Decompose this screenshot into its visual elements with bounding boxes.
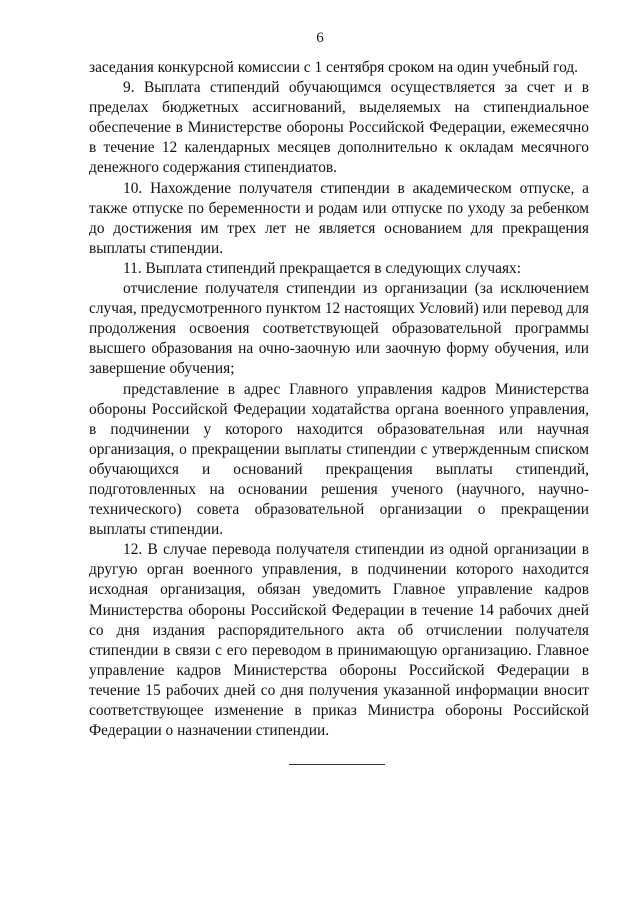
paragraph-12: 12. В случае перевода получателя стипендии из одной организации в другую орган военного управления, в подчинении которого находится исходная организация, обязан уведомить Главное управление кадров Министерства обороны Российской Федерации в течение 14 рабочих дней со дня издания распорядительного акта об отчислении получателя стипендии в связи с его переводом в принимающую организацию. Главное управление кадров Министерства обороны Российской Федерации в течение 15 рабочих дней со дня получения указанной информации вносит соответствующее изменение в приказ Министра обороны Российской Федерации о назначении стипендии. xyxy=(89,541,589,740)
document-body xyxy=(89,58,589,741)
paragraph-11: 11. Выплата стипендий прекращается в следующих случаях: xyxy=(123,259,521,277)
end-separator-line xyxy=(289,764,385,765)
paragraph-continuation: заседания конкурсной комиссии с 1 сентября сроком на один учебный год. xyxy=(89,59,579,76)
paragraph-9: 9. Выплата стипендий обучающимся осуществляется за счет и в пределах бюджетных ассигнований, выделяемых на стипендиальное обеспечение в Министерстве обороны Российской Федерации, ежемесячно в течение 12 календарных месяцев дополнительно к окладам месячного денежного содержания стипендиатов. xyxy=(89,79,589,177)
paragraph-11-item-2: представление в адрес Главного управления кадров Министерства обороны Российской Федерации ходатайства органа военного управления, в подчинении у которого находится образовательная или научная организация, о прекращении выплаты стипендии с утвержденным списком обучающихся и оснований прекращения выплаты стипендий, подготовленных на основании решения ученого (научного, научно-технического) совета образовательной организации о прекращении выплаты стипендии. xyxy=(89,380,589,539)
page-number: 6 xyxy=(316,30,324,46)
paragraph-11-item-1: отчисление получателя стипендии из организации (за исключением случая, предусмотренного пунктом 12 настоящих Условий) или перевод для продолжения освоения соответствующей образовательной программы высшего образования на очно-заочную или заочную форму обучения, или завершение обучения; xyxy=(89,280,589,378)
paragraph-10: 10. Нахождение получателя стипендии в академическом отпуске, а также отпуске по беременности и родам или отпуске по уходу за ребенком до достижения им трех лет не является основанием для прекращения выплаты стипендии. xyxy=(89,179,589,257)
